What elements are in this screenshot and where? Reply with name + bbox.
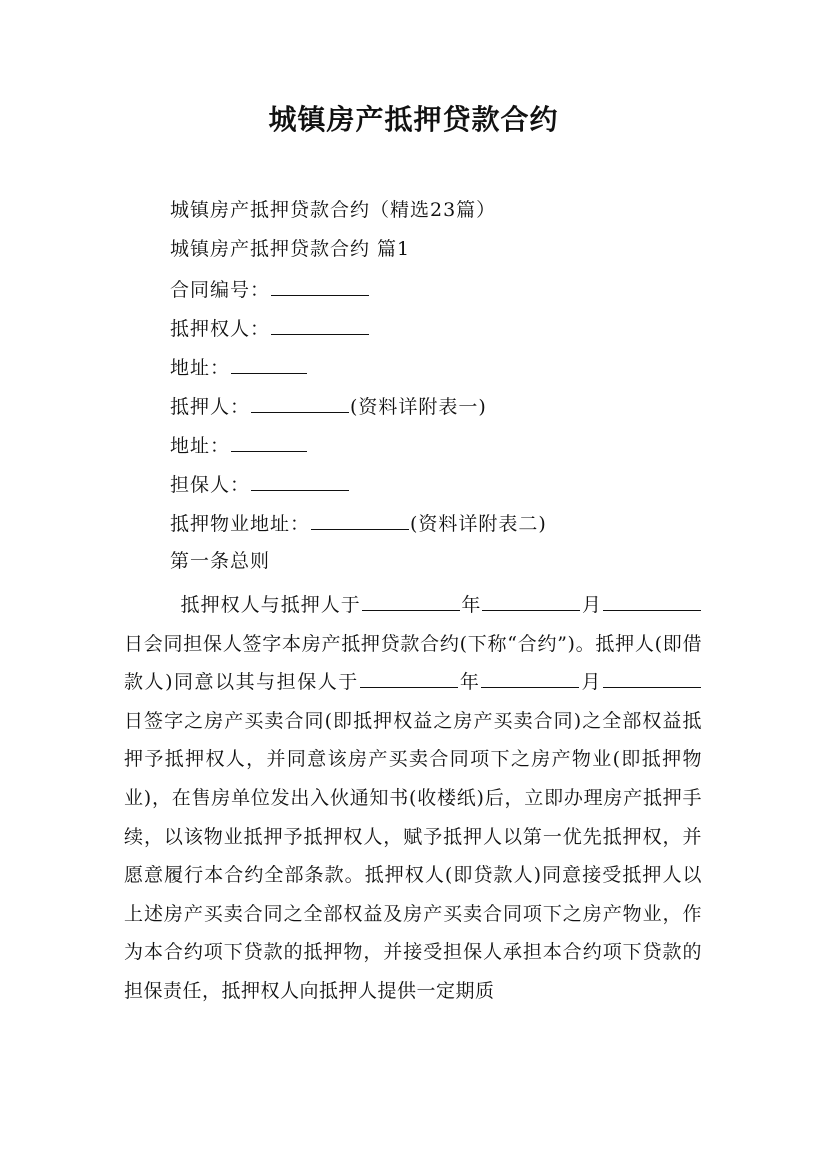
address-blank-2: [231, 432, 307, 452]
para-text-3: 月: [581, 594, 602, 616]
mortgagor-label: 抵押人：: [170, 396, 251, 418]
mortgagor-line: [170, 393, 487, 419]
day-blank-1: [603, 591, 701, 611]
para-text-6: 月: [580, 671, 602, 694]
address-label-2: 地址：: [170, 435, 231, 457]
article-heading: 城镇房产抵押贷款合约 篇1: [170, 238, 411, 260]
property-address-blank: [311, 510, 409, 530]
contract-number-line: [170, 276, 370, 302]
month-blank-1: [482, 591, 580, 611]
property-address-label: 抵押物业地址：: [170, 513, 311, 535]
collection-line: 城镇房产抵押贷款合约（精选23篇）: [170, 199, 497, 221]
mortgagee-blank: [271, 315, 369, 335]
para-text-1: 抵押权人与抵押人于: [180, 594, 361, 616]
para-text-4: 日会同担保人签字本房产抵押贷款合约(下称“合约”)。抵押人(即借款人)同意以其与担保人于: [124, 632, 702, 694]
address-blank-1: [231, 354, 307, 374]
guarantor-blank: [251, 471, 349, 491]
property-address-line: [170, 510, 547, 536]
contract-number-label: 合同编号：: [170, 279, 271, 301]
contract-number-blank: [271, 276, 369, 296]
year-blank-1: [362, 591, 460, 611]
month-blank-2: [481, 668, 579, 688]
mortgagor-note: (资料详附表一): [350, 396, 487, 418]
document-title: 城镇房产抵押贷款合约: [268, 103, 559, 136]
para-text-5: 年: [458, 671, 481, 694]
address-label-1: 地址：: [170, 357, 231, 379]
property-note: (资料详附表二): [410, 513, 547, 535]
body-paragraph: [124, 586, 702, 1011]
mortgagor-blank: [251, 393, 349, 413]
guarantor-label: 担保人：: [170, 474, 251, 496]
address-line-1: [170, 354, 308, 380]
day-blank-2: [603, 668, 701, 688]
para-text-2: 年: [460, 594, 482, 616]
chapter-heading: 第一条总则: [170, 550, 271, 572]
para-text-7: 日签字之房产买卖合同(即抵押权益之房产买卖合同)之全部权益抵押予抵押权人，并同意该房产买卖合同项下之房产物业(即抵押物业)，在售房单位发出入伙通知书(收楼纸)后，立即办理房产抵押手续，以该物业抵押予抵押权人，赋予抵押人以第一优先抵押权，并愿意履行本合约全部条款。抵押权人(即贷款人)同意接受抵押人以上述房产买卖合同之全部权益及房产买卖合同项下之房产物业，作为本合约项下贷款的抵押物，并接受担保人承担本合约项下贷款的担保责任，抵押权人向抵押人提供一定期质: [124, 709, 702, 1002]
mortgagee-line: [170, 315, 370, 341]
mortgagee-label: 抵押权人：: [170, 318, 271, 340]
year-blank-2: [360, 668, 458, 688]
address-line-2: [170, 432, 308, 458]
guarantor-line: [170, 471, 350, 497]
